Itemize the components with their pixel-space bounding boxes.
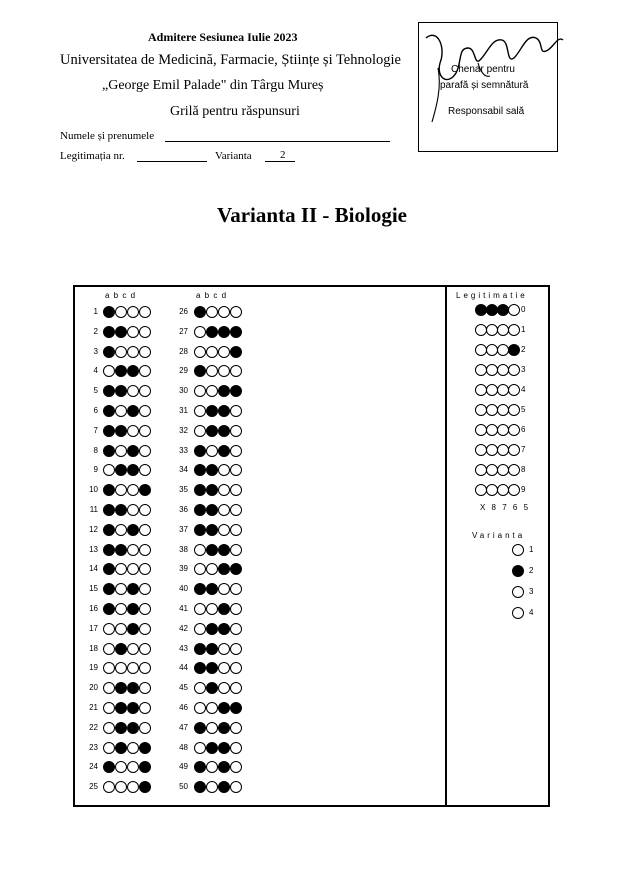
answer-bubble-41-d[interactable] — [230, 603, 242, 615]
answer-bubble-38-b[interactable] — [206, 544, 218, 556]
answer-bubble-8-c[interactable] — [127, 445, 139, 457]
answer-bubble-16-c[interactable] — [127, 603, 139, 615]
question-number: 26 — [179, 307, 188, 316]
question-number: 23 — [89, 742, 98, 752]
answer-bubble-7-b[interactable] — [115, 425, 127, 437]
variant-digit-label: 2 — [529, 566, 534, 575]
id-bubble-3-3[interactable] — [508, 364, 520, 376]
question-number: 14 — [89, 564, 98, 574]
answer-bubble-26-c[interactable] — [218, 306, 230, 318]
variant-bubble-1[interactable] — [512, 544, 524, 556]
answer-bubble-46-d[interactable] — [230, 702, 242, 714]
answer-bubble-18-c[interactable] — [127, 643, 139, 655]
answer-bubble-3-d[interactable] — [139, 346, 151, 358]
university-name: „George Emil Palade" din Târgu Mureș — [102, 78, 324, 93]
question-number: 6 — [93, 406, 98, 415]
answer-bubble-26-a[interactable] — [194, 306, 206, 318]
answer-bubble-6-c[interactable] — [127, 405, 139, 417]
answer-bubble-6-a[interactable] — [103, 405, 115, 417]
answer-bubble-17-b[interactable] — [115, 623, 127, 635]
stamp-line-2: parafă și semnătură — [440, 80, 529, 91]
stamp-line-3: Responsabil sală — [448, 106, 525, 117]
answer-bubble-27-a[interactable] — [194, 326, 206, 338]
session-title: Admitere Sesiunea Iulie 2023 — [148, 30, 298, 44]
answer-bubble-16-b[interactable] — [115, 603, 127, 615]
answer-bubble-12-c[interactable] — [127, 524, 139, 536]
form-title: Grilă pentru răspunsuri — [170, 104, 300, 119]
variant-digit-label: 4 — [529, 608, 534, 617]
answer-bubble-7-d[interactable] — [139, 425, 151, 437]
answer-bubble-17-d[interactable] — [139, 623, 151, 635]
answer-bubble-16-a[interactable] — [103, 603, 115, 615]
answer-bubble-21-d[interactable] — [139, 702, 151, 714]
answer-bubble-37-b[interactable] — [206, 524, 218, 536]
answer-bubble-18-a[interactable] — [103, 643, 115, 655]
question-number: 7 — [93, 425, 98, 435]
question-number: 48 — [179, 742, 188, 752]
answer-bubble-2-a[interactable] — [103, 326, 115, 338]
answer-bubble-37-a[interactable] — [194, 524, 206, 536]
name-field-line[interactable] — [165, 141, 390, 142]
answer-bubble-8-d[interactable] — [139, 445, 151, 457]
question-number: 41 — [179, 604, 188, 613]
answer-bubble-17-a[interactable] — [103, 623, 115, 635]
answer-bubble-41-a[interactable] — [194, 603, 206, 615]
question-number: 3 — [93, 346, 98, 356]
question-number: 25 — [89, 782, 98, 792]
answer-bubble-48-c[interactable] — [218, 742, 230, 754]
answer-bubble-36-d[interactable] — [230, 504, 242, 516]
id-digit-label: 7 — [521, 445, 526, 454]
question-number: 5 — [93, 386, 98, 396]
answer-bubble-46-b[interactable] — [206, 702, 218, 714]
answer-bubble-42-d[interactable] — [230, 623, 242, 635]
answer-bubble-36-c[interactable] — [218, 504, 230, 516]
question-number: 35 — [179, 485, 188, 495]
answer-bubble-28-d[interactable] — [230, 346, 242, 358]
question-number: 30 — [179, 386, 188, 396]
answer-bubble-47-c[interactable] — [218, 722, 230, 734]
answer-bubble-28-b[interactable] — [206, 346, 218, 358]
id-digit-label: 6 — [521, 425, 526, 434]
answer-bubble-22-d[interactable] — [139, 722, 151, 734]
variant-digit-label: 3 — [529, 587, 534, 596]
question-number: 2 — [93, 326, 98, 336]
id-bubble-9-3[interactable] — [508, 484, 520, 496]
answer-bubble-27-c[interactable] — [218, 326, 230, 338]
question-number: 21 — [89, 703, 98, 712]
question-number: 40 — [179, 584, 188, 594]
answer-bubble-38-d[interactable] — [230, 544, 242, 556]
answer-bubble-47-b[interactable] — [206, 722, 218, 734]
answer-bubble-32-b[interactable] — [206, 425, 218, 437]
id-digit-label: 1 — [521, 325, 526, 334]
answer-bubble-33-b[interactable] — [206, 445, 218, 457]
question-number: 50 — [179, 782, 188, 792]
answer-bubble-18-d[interactable] — [139, 643, 151, 655]
id-digit-label: 3 — [521, 365, 526, 374]
answer-bubble-13-a[interactable] — [103, 544, 115, 556]
question-number: 15 — [89, 584, 98, 594]
answer-bubble-7-c[interactable] — [127, 425, 139, 437]
answer-bubble-8-a[interactable] — [103, 445, 115, 457]
answer-bubble-6-b[interactable] — [115, 405, 127, 417]
id-bubble-6-3[interactable] — [508, 424, 520, 436]
answer-bubble-31-b[interactable] — [206, 405, 218, 417]
answer-bubble-46-a[interactable] — [194, 702, 206, 714]
answer-bubble-3-a[interactable] — [103, 346, 115, 358]
question-number: 37 — [179, 524, 188, 534]
answer-bubble-36-a[interactable] — [194, 504, 206, 516]
answer-bubble-23-d[interactable] — [139, 742, 151, 754]
id-bubble-2-3[interactable] — [508, 344, 520, 356]
answer-bubble-42-b[interactable] — [206, 623, 218, 635]
university-line: Universitatea de Medicină, Farmacie, Științe și Tehnologie — [60, 52, 401, 68]
question-number: 20 — [89, 683, 98, 693]
answer-bubble-38-a[interactable] — [194, 544, 206, 556]
id-bubble-7-3[interactable] — [508, 444, 520, 456]
answer-bubble-26-d[interactable] — [230, 306, 242, 318]
answer-bubble-13-d[interactable] — [139, 544, 151, 556]
question-number: 17 — [89, 623, 98, 633]
answer-bubble-21-b[interactable] — [115, 702, 127, 714]
answer-bubble-43-c[interactable] — [218, 643, 230, 655]
id-bubble-0-3[interactable] — [508, 304, 520, 316]
question-number: 11 — [89, 505, 98, 514]
answer-bubble-23-a[interactable] — [103, 742, 115, 754]
answer-bubble-43-a[interactable] — [194, 643, 206, 655]
answer-bubble-21-c[interactable] — [127, 702, 139, 714]
question-number: 22 — [89, 722, 98, 732]
answer-bubble-27-b[interactable] — [206, 326, 218, 338]
question-number: 13 — [89, 544, 98, 554]
id-digit-label: 5 — [521, 405, 526, 414]
answer-bubble-48-d[interactable] — [230, 742, 242, 754]
varianta-label: Varianta — [472, 531, 526, 540]
answer-bubble-36-b[interactable] — [206, 504, 218, 516]
answer-bubble-22-c[interactable] — [127, 722, 139, 734]
answer-bubble-3-b[interactable] — [115, 346, 127, 358]
question-number: 39 — [179, 564, 188, 574]
answer-bubble-28-a[interactable] — [194, 346, 206, 358]
question-number: 32 — [179, 425, 188, 435]
question-number: 42 — [179, 623, 188, 633]
variant-field-line[interactable] — [265, 161, 295, 162]
answer-bubble-17-c[interactable] — [127, 623, 139, 635]
answer-bubble-32-c[interactable] — [218, 425, 230, 437]
id-digit-label: 2 — [521, 345, 526, 354]
answer-bubble-48-a[interactable] — [194, 742, 206, 754]
answer-bubble-12-a[interactable] — [103, 524, 115, 536]
id-bubble-8-3[interactable] — [508, 464, 520, 476]
answer-bubble-21-a[interactable] — [103, 702, 115, 714]
question-number: 33 — [179, 445, 188, 455]
answer-bubble-31-d[interactable] — [230, 405, 242, 417]
answer-bubble-22-a[interactable] — [103, 722, 115, 734]
answer-bubble-48-b[interactable] — [206, 742, 218, 754]
answer-bubble-11-c[interactable] — [127, 504, 139, 516]
question-number: 19 — [89, 663, 98, 673]
question-number: 28 — [179, 346, 188, 356]
id-digit-label: 9 — [521, 485, 526, 494]
question-number: 38 — [179, 544, 188, 554]
question-number: 43 — [179, 643, 188, 653]
answer-bubble-16-d[interactable] — [139, 603, 151, 615]
answer-bubble-38-c[interactable] — [218, 544, 230, 556]
question-number: 24 — [89, 762, 98, 772]
question-number: 9 — [93, 465, 98, 475]
id-label: Legitimația nr. — [60, 150, 125, 162]
answer-bubble-41-c[interactable] — [218, 603, 230, 615]
answer-bubble-1-b[interactable] — [115, 306, 127, 318]
answer-bubble-1-d[interactable] — [139, 306, 151, 318]
name-label — [60, 130, 154, 142]
question-number: 49 — [179, 762, 188, 772]
question-number: 31 — [179, 406, 188, 415]
answer-bubble-7-a[interactable] — [103, 425, 115, 437]
answer-bubble-6-d[interactable] — [139, 405, 151, 417]
answer-bubble-28-c[interactable] — [218, 346, 230, 358]
question-number: 1 — [93, 307, 98, 316]
question-number: 46 — [179, 703, 188, 712]
answer-bubble-18-b[interactable] — [115, 643, 127, 655]
question-number: 29 — [179, 366, 188, 376]
column-header-1: a b c d — [105, 291, 137, 300]
question-number: 47 — [179, 722, 188, 732]
question-number: 8 — [93, 445, 98, 455]
answer-bubble-2-c[interactable] — [127, 326, 139, 338]
answer-bubble-47-d[interactable] — [230, 722, 242, 734]
page-title: Varianta II - Biologie — [217, 203, 407, 227]
answer-bubble-41-b[interactable] — [206, 603, 218, 615]
id-bubble-4-3[interactable] — [508, 384, 520, 396]
answer-bubble-33-d[interactable] — [230, 445, 242, 457]
answer-bubble-2-b[interactable] — [115, 326, 127, 338]
answer-bubble-42-a[interactable] — [194, 623, 206, 635]
question-number: 12 — [89, 524, 98, 534]
question-number: 16 — [89, 604, 98, 613]
answer-bubble-12-b[interactable] — [115, 524, 127, 536]
name-label-text: Numele și prenumele — [60, 130, 155, 142]
answer-bubble-23-b[interactable] — [115, 742, 127, 754]
answer-bubble-47-a[interactable] — [194, 722, 206, 734]
answer-bubble-46-c[interactable] — [218, 702, 230, 714]
answer-bubble-23-c[interactable] — [127, 742, 139, 754]
answer-bubble-1-a[interactable] — [103, 306, 115, 318]
answer-bubble-37-c[interactable] — [218, 524, 230, 536]
answer-bubble-37-d[interactable] — [230, 524, 242, 536]
question-number: 44 — [179, 663, 188, 673]
answer-bubble-2-d[interactable] — [139, 326, 151, 338]
answer-bubble-27-d[interactable] — [230, 326, 242, 338]
id-digit-label: 4 — [521, 385, 526, 394]
answer-bubble-33-c[interactable] — [218, 445, 230, 457]
legitimatie-label: Legitimatie — [456, 291, 528, 300]
legitimatie-footer: X 8 7 6 5 — [480, 503, 531, 512]
column-header-2: a b c d — [196, 291, 228, 300]
answer-bubble-32-d[interactable] — [230, 425, 242, 437]
question-number: 27 — [179, 326, 188, 336]
variant-bubble-4[interactable] — [512, 607, 524, 619]
answer-bubble-31-a[interactable] — [194, 405, 206, 417]
question-number: 10 — [89, 485, 98, 495]
variant-value: 2 — [280, 149, 286, 161]
answer-bubble-43-d[interactable] — [230, 643, 242, 655]
variant-bubble-2[interactable] — [512, 565, 524, 577]
answer-bubble-11-b[interactable] — [115, 504, 127, 516]
answer-bubble-26-b[interactable] — [206, 306, 218, 318]
id-bubble-5-3[interactable] — [508, 404, 520, 416]
signature-icon — [418, 18, 568, 128]
answer-bubble-32-a[interactable] — [194, 425, 206, 437]
answer-bubble-11-d[interactable] — [139, 504, 151, 516]
question-number: 34 — [179, 465, 188, 475]
question-number: 36 — [179, 505, 188, 514]
answer-bubble-22-b[interactable] — [115, 722, 127, 734]
answer-bubble-11-a[interactable] — [103, 504, 115, 516]
question-number: 18 — [89, 643, 98, 653]
answer-bubble-42-c[interactable] — [218, 623, 230, 635]
id-digit-label: 8 — [521, 465, 526, 474]
answer-bubble-13-c[interactable] — [127, 544, 139, 556]
answer-bubble-3-c[interactable] — [127, 346, 139, 358]
answer-bubble-1-c[interactable] — [127, 306, 139, 318]
id-field-line[interactable] — [137, 161, 207, 162]
variant-bubble-3[interactable] — [512, 586, 524, 598]
id-bubble-1-3[interactable] — [508, 324, 520, 336]
answer-bubble-13-b[interactable] — [115, 544, 127, 556]
id-digit-label: 0 — [521, 305, 526, 314]
question-number: 4 — [93, 366, 98, 376]
stamp-line-1: Chenar pentru — [451, 64, 515, 75]
sheet-divider — [445, 285, 447, 807]
variant-label: Varianta — [215, 150, 252, 162]
variant-digit-label: 1 — [529, 545, 534, 554]
answer-bubble-31-c[interactable] — [218, 405, 230, 417]
answer-bubble-12-d[interactable] — [139, 524, 151, 536]
answer-bubble-33-a[interactable] — [194, 445, 206, 457]
answer-bubble-43-b[interactable] — [206, 643, 218, 655]
question-number: 45 — [179, 683, 188, 693]
answer-bubble-8-b[interactable] — [115, 445, 127, 457]
